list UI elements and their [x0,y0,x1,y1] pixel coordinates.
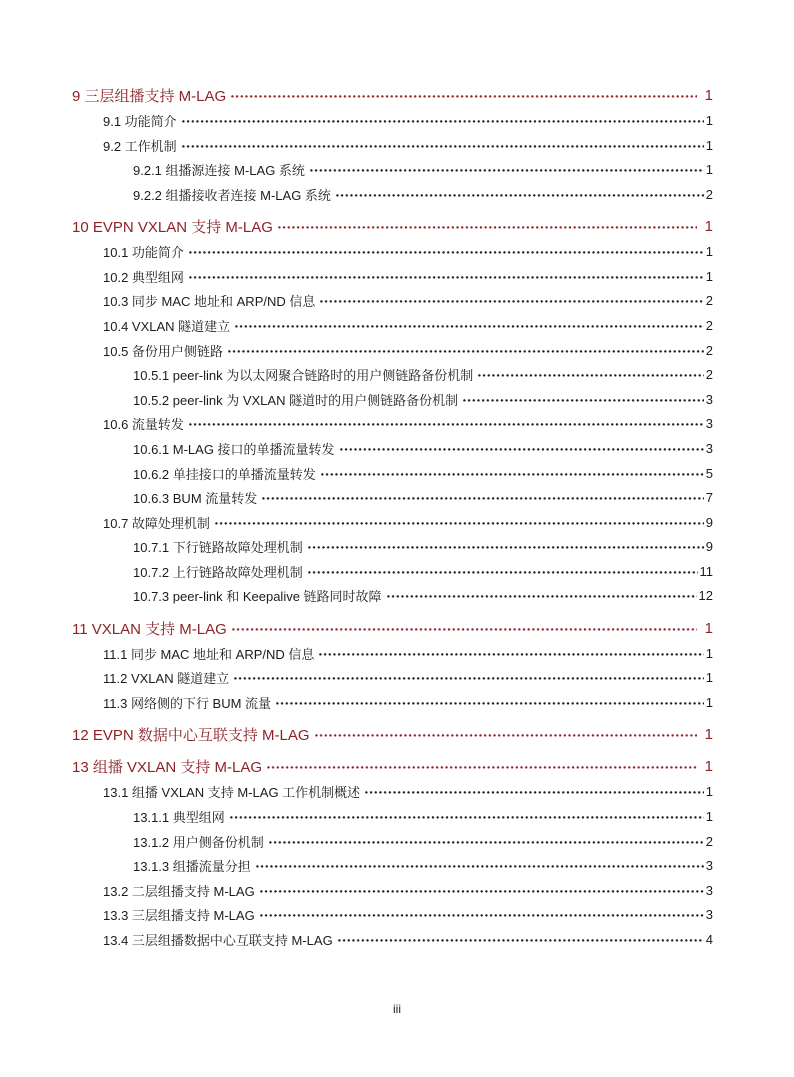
dot-leader [321,473,704,476]
toc-entry-page: 2 [705,342,713,358]
toc-entry[interactable] [72,903,713,928]
toc-entry[interactable] [72,485,713,510]
toc-entry[interactable] [72,927,713,952]
toc-entry[interactable] [72,83,713,109]
toc-entry-page: 1 [705,137,713,153]
dot-leader [308,546,704,549]
dot-leader [340,448,704,451]
toc-entry[interactable] [72,109,713,134]
toc-entry-page: 1 [704,218,713,236]
toc-entry-label: 13.4 三层组播数据中心互联支持 M-LAG [103,932,333,948]
toc-entry-page: 1 [705,244,713,260]
toc-entry-label: 11.3 网络侧的下行 BUM 流量 [103,695,272,711]
dot-leader [182,145,704,148]
toc-entry[interactable] [72,264,713,289]
toc-entry-page: 1 [705,784,713,800]
toc-entry-page: 4 [705,931,713,947]
toc-entry-label: 9.2.2 组播接收者连接 M-LAG 系统 [133,188,331,204]
toc-entry[interactable] [72,313,713,338]
page-number-footer: iii [393,1002,401,1016]
toc-entry-page: 2 [705,293,713,309]
toc-entry-page: 3 [705,907,713,923]
toc-entry-page: 1 [705,162,713,178]
table-of-contents [72,83,713,952]
dot-leader [463,399,704,402]
dot-leader [315,734,697,737]
dot-leader [276,702,704,705]
dot-leader [260,914,704,917]
toc-entry[interactable] [72,804,713,829]
toc-entry[interactable] [72,182,713,207]
toc-entry-label: 10.5 备份用户侧链路 [103,343,223,359]
dot-leader [256,865,704,868]
dot-leader [215,522,704,525]
toc-entry-page: 3 [705,416,713,432]
toc-entry-page: 2 [705,187,713,203]
toc-entry-page: 3 [705,391,713,407]
toc-entry[interactable] [72,362,713,387]
toc-entry-label: 11.2 VXLAN 隧道建立 [103,671,230,687]
toc-entry-label: 13.1.1 典型组网 [133,809,225,825]
toc-entry-label: 10.5.1 peer-link 为以太网聚合链路时的用户侧链路备份机制 [133,368,474,384]
toc-entry[interactable] [72,878,713,903]
toc-entry[interactable] [72,615,713,641]
toc-entry-page: 12 [698,588,713,604]
toc-entry-label: 11 VXLAN 支持 M-LAG [72,620,227,638]
dot-leader [278,226,697,229]
toc-entry-page: 1 [704,87,713,105]
toc-entry-page: 3 [705,882,713,898]
toc-entry-label: 13.1.2 用户侧备份机制 [133,834,264,850]
toc-entry[interactable] [72,535,713,560]
toc-entry-label: 10.4 VXLAN 隧道建立 [103,318,231,334]
toc-entry-label: 10 EVPN VXLAN 支持 M-LAG [72,219,273,237]
toc-entry-label: 10.7.1 下行链路故障处理机制 [133,540,303,556]
toc-entry-label: 10.6.1 M-LAG 接口的单播流量转发 [133,441,335,457]
toc-entry-page: 2 [705,367,713,383]
dot-leader [260,890,704,893]
toc-entry[interactable] [72,510,713,535]
toc-entry-label: 10.7 故障处理机制 [103,515,210,531]
toc-entry-page: 1 [705,268,713,284]
toc-entry-page: 1 [705,670,713,686]
dot-leader [319,653,703,656]
toc-entry-label: 9.1 功能简介 [103,114,177,130]
dot-leader [182,120,704,123]
dot-leader [308,571,698,574]
toc-entry-page: 9 [705,514,713,530]
dot-leader [235,325,704,328]
dot-leader [262,497,704,500]
toc-entry[interactable] [72,289,713,314]
toc-entry[interactable] [72,641,713,666]
toc-entry-label: 10.7.3 peer-link 和 Keepalive 链路同时故障 [133,589,382,605]
dot-leader [189,276,704,279]
toc-entry-label: 9.2 工作机制 [103,138,177,154]
toc-entry-label: 10.6 流量转发 [103,417,184,433]
toc-entry[interactable] [72,239,713,264]
toc-entry[interactable] [72,690,713,715]
toc-entry-page: 3 [705,440,713,456]
toc-entry-page: 1 [705,645,713,661]
toc-entry[interactable] [72,780,713,805]
toc-entry[interactable] [72,584,713,609]
toc-entry-label: 10.1 功能简介 [103,245,184,261]
toc-entry-page: 7 [705,490,713,506]
toc-entry[interactable] [72,829,713,854]
toc-entry-page: 1 [705,113,713,129]
dot-leader [365,791,704,794]
dot-leader [189,251,704,254]
dot-leader [267,766,697,769]
dot-leader [338,939,704,942]
toc-entry-page: 1 [704,619,713,637]
toc-entry-label: 10.7.2 上行链路故障处理机制 [133,564,303,580]
toc-entry-label: 11.1 同步 MAC 地址和 ARP/ND 信息 [103,646,315,662]
toc-entry-label: 10.5.2 peer-link 为 VXLAN 隧道时的用户侧链路备份机制 [133,392,459,408]
toc-entry-label: 9.2.1 组播源连接 M-LAG 系统 [133,163,305,179]
dot-leader [320,300,703,303]
toc-entry-label: 10.3 同步 MAC 地址和 ARP/ND 信息 [103,294,316,310]
toc-entry[interactable] [72,133,713,158]
toc-entry[interactable] [72,559,713,584]
toc-entry-page: 3 [705,858,713,874]
dot-leader [478,374,704,377]
toc-entry[interactable] [72,338,713,363]
toc-entry-label: 13.3 三层组播支持 M-LAG [103,908,255,924]
toc-entry-page: 1 [704,725,713,743]
toc-entry-page: 1 [705,694,713,710]
dot-leader [230,816,704,819]
toc-entry[interactable] [72,754,713,780]
toc-entry[interactable] [72,461,713,486]
toc-entry-label: 12 EVPN 数据中心互联支持 M-LAG [72,726,310,744]
dot-leader [310,169,704,172]
toc-entry-label: 10.6.2 单挂接口的单播流量转发 [133,466,316,482]
toc-entry-page: 9 [705,539,713,555]
dot-leader [269,841,704,844]
toc-entry-page: 2 [705,833,713,849]
toc-entry-label: 13 组播 VXLAN 支持 M-LAG [72,759,263,777]
toc-entry-label: 10.6.3 BUM 流量转发 [133,491,258,507]
toc-entry-label: 10.2 典型组网 [103,269,184,285]
toc-entry-label: 13.2 二层组播支持 M-LAG [103,883,255,899]
toc-entry[interactable] [72,412,713,437]
dot-leader [231,95,696,98]
toc-entry[interactable] [72,387,713,412]
toc-entry[interactable] [72,436,713,461]
dot-leader [387,595,697,598]
toc-entry-page: 11 [699,563,713,579]
dot-leader [234,677,704,680]
toc-entry[interactable] [72,158,713,183]
dot-leader [336,194,704,197]
toc-entry[interactable] [72,214,713,240]
toc-entry-label: 9 三层组播支持 M-LAG [72,88,227,106]
toc-entry-page: 1 [705,808,713,824]
toc-entry[interactable] [72,722,713,748]
dot-leader [189,423,704,426]
toc-entry[interactable] [72,853,713,878]
toc-entry-page: 1 [704,758,713,776]
dot-leader [232,628,697,631]
toc-entry-page: 2 [705,317,713,333]
dot-leader [228,350,704,353]
toc-entry-page: 5 [705,465,713,481]
toc-entry-label: 13.1.3 组播流量分担 [133,859,251,875]
toc-entry-label: 13.1 组播 VXLAN 支持 M-LAG 工作机制概述 [103,785,361,801]
toc-entry[interactable] [72,665,713,690]
